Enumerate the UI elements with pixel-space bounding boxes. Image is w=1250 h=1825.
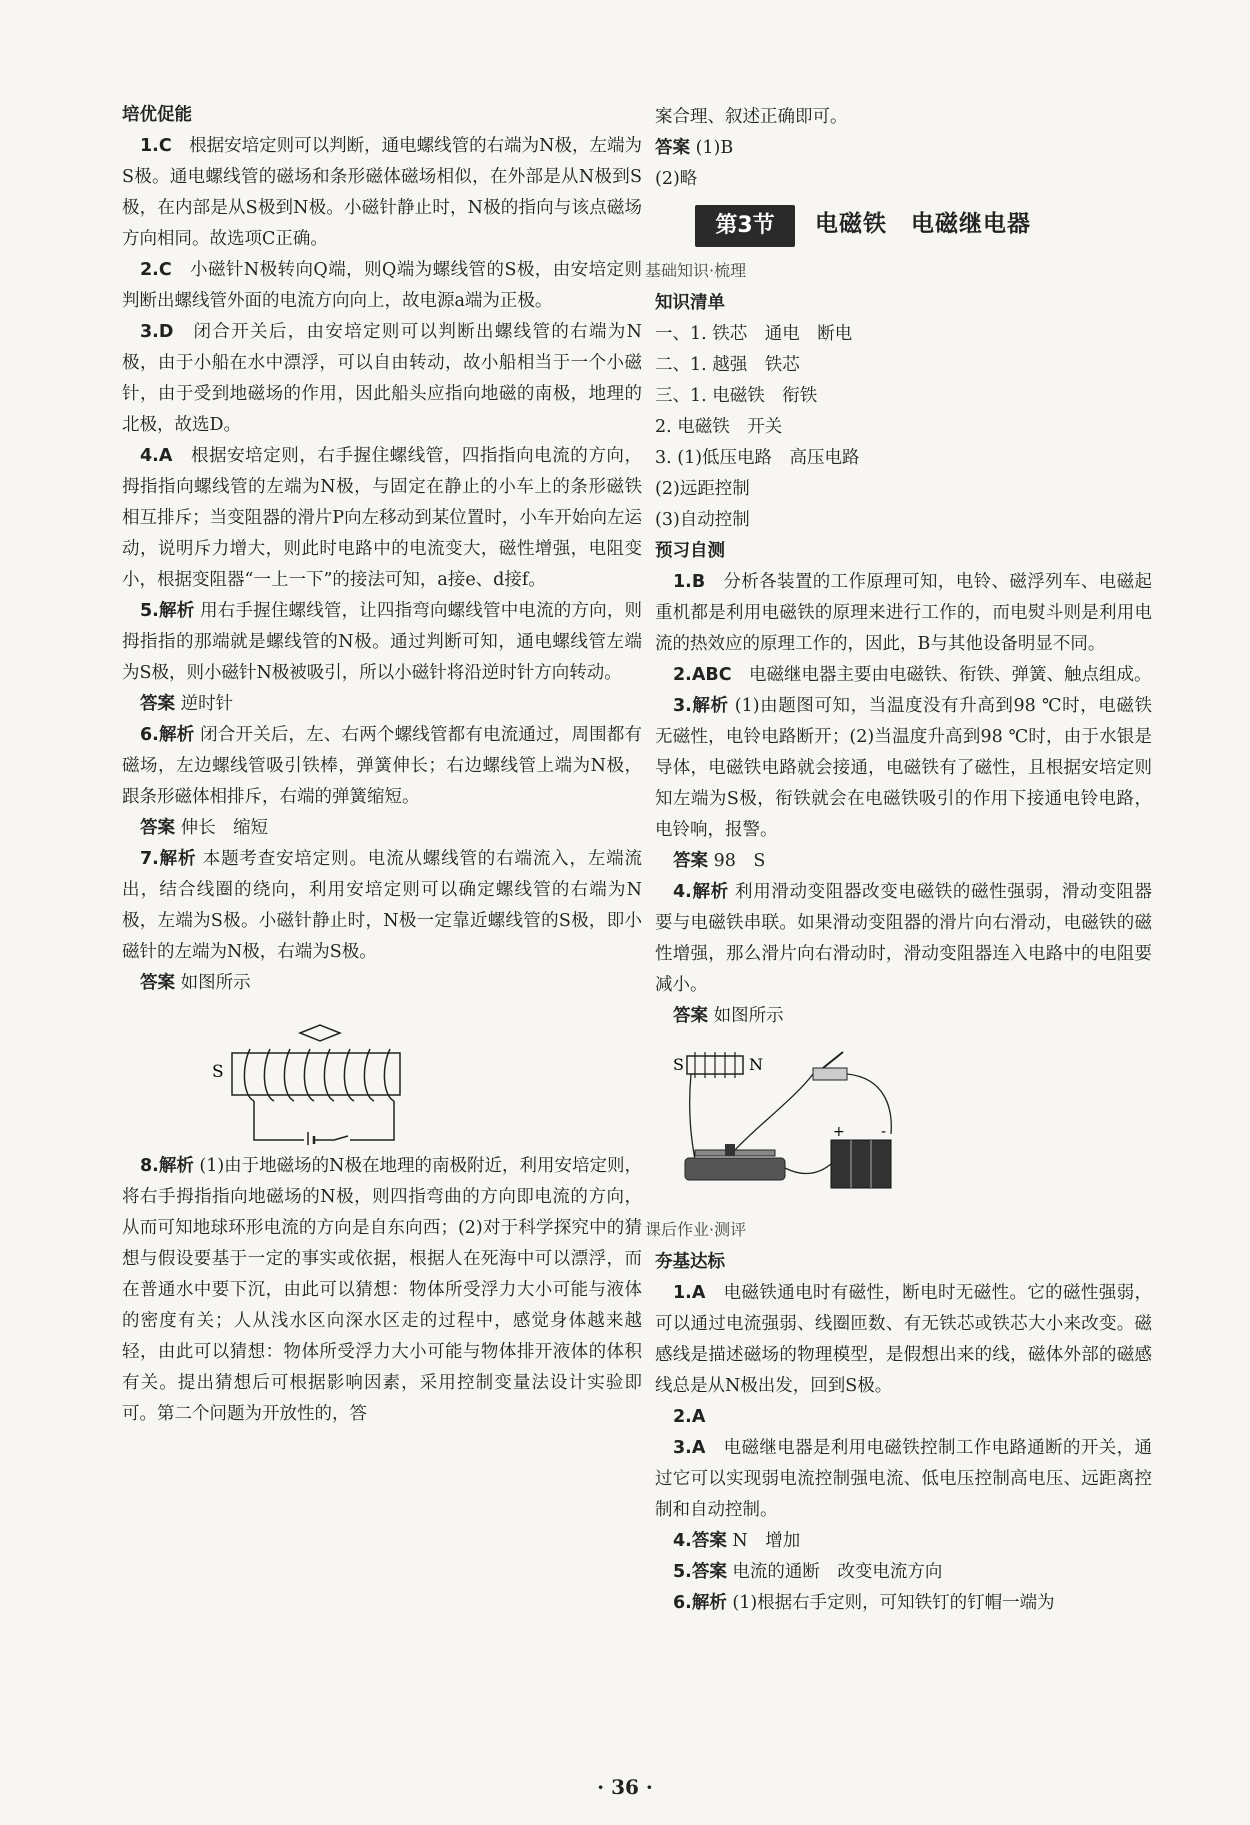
- wire-d: [785, 1164, 831, 1174]
- wire-a: [690, 1074, 695, 1160]
- circuit-figure: [655, 1038, 1152, 1208]
- list-item: 一、1. 铁芯 通电 断电: [655, 324, 853, 344]
- answer-item: 7.解析 本题考查安培定则。电流从螺线管的右端流入，左端流出，结合线圈的绕向，利用安培定则可以确定螺线管的右端为N极，左端为S极。小磁针静止时，N极一定靠近螺线管的S极，即小磁针的左端为N极，右端为S极。: [122, 849, 643, 962]
- wire-left: [254, 1101, 304, 1140]
- left-column: [122, 100, 642, 1430]
- answer-item: 6.解析 (1)根据右手定则，可知铁钉的钉帽一端为: [673, 1593, 1055, 1613]
- fig2-s-label: S: [673, 1055, 684, 1074]
- answer-item: 4.解析 利用滑动变阻器改变电磁铁的磁性强弱，滑动变阻器要与电磁铁串联。如果滑动变阻器的滑片向右滑动，电磁铁的磁性增强，那么滑片向右滑动时，滑动变阻器连入电路中的电阻要减小。: [655, 882, 1153, 995]
- list-item: 三、1. 电磁铁 衔铁: [655, 386, 818, 406]
- rheostat-icon: [685, 1144, 785, 1180]
- knowledge-list: [655, 319, 1152, 536]
- list-item: 2. 电磁铁 开关: [655, 417, 783, 437]
- answer-item: 答案 如图所示: [140, 973, 251, 993]
- pre-items: [655, 567, 1152, 1032]
- answer-item: 5.答案 电流的通断 改变电流方向: [673, 1562, 943, 1582]
- tag-basics: 基础知识·梳理: [645, 261, 747, 280]
- wire-right: [350, 1101, 394, 1140]
- switch-lever: [334, 1136, 348, 1140]
- answer-item: 答案 98 S: [673, 851, 766, 871]
- right-column: [645, 102, 1153, 1619]
- post-items: [655, 1278, 1152, 1619]
- section-badge: 第3节: [695, 205, 795, 247]
- answer-item: 3.解析 (1)由题图可知，当温度没有升高到98 ℃时，电磁铁无磁性，电铃电路断开；(2)当温度升高到98 ℃时，由于水银是导体，电磁铁电路就会接通，电磁铁有了磁性，且根据安培定则知左端为S极，衔铁就会在电磁铁吸引的作用下接通电铃电路，电铃响，报警。: [655, 696, 1152, 840]
- answer-item: 4.A 根据安培定则，右手握住螺线管，四指指向电流的方向，拇指指向螺线管的左端为N极，与固定在静止的小车上的条形磁铁相互排斥；当变阻器的滑片P向左移动到某位置时，小车开始向左运动，说明斥力增大，则此时电路中的电流变大，磁性增强，电阻变小，根据变阻器“一上一下”的接法可知，a接e、d接f。: [122, 446, 642, 590]
- continued-text: 案合理、叙述正确即可。: [655, 107, 848, 127]
- answer-item: 3.A 电磁继电器是利用电磁铁控制工作电路通断的开关，通过它可以实现弱电流控制强电流、低电压控制高电压、远距离控制和自动控制。: [655, 1438, 1152, 1520]
- page-number: · 36 ·: [597, 1775, 653, 1799]
- list-heading: 知识清单: [655, 293, 725, 313]
- list-item: (2)远距控制: [655, 479, 750, 499]
- coil-windings: [244, 1049, 394, 1101]
- solenoid-figure: [122, 1005, 642, 1145]
- wire-c: [735, 1074, 813, 1150]
- list-item: 3. (1)低压电路 高压电路: [655, 448, 860, 468]
- tag-homework: 课后作业·测评: [645, 1220, 747, 1239]
- left-items: [122, 131, 642, 999]
- answer-item: 2.C 小磁针N极转向Q端，则Q端为螺线管的S极，由安培定则判断出螺线管外面的电流方向向上，故电源a端为正极。: [122, 260, 642, 311]
- fig1-s-label: S: [212, 1062, 224, 1082]
- battery-icon: [831, 1124, 891, 1188]
- minus-label: -: [881, 1124, 887, 1140]
- fig2-n-label: N: [749, 1055, 763, 1074]
- answer-item: 1.A 电磁铁通电时有磁性，断电时无磁性。它的磁性强弱，可以通过电流强弱、线圈匝数、有无铁芯或铁芯大小来改变。磁感线是描述磁场的物理模型，是假想出来的线，磁体外部的磁感线总是从N极出发，回到S极。: [655, 1283, 1152, 1396]
- answer-item: 6.解析 闭合开关后，左、右两个螺线管都有电流通过，周围都有磁场，左边螺线管吸引铁棒，弹簧伸长；右边螺线管上端为N极，跟条形磁体相排斥，右端的弹簧缩短。: [122, 725, 642, 807]
- section-heading: 培优促能: [122, 105, 192, 125]
- compass-needle: [300, 1025, 340, 1041]
- pre-heading: 预习自测: [655, 541, 725, 561]
- answer-item: 2.ABC 电磁继电器主要由电磁铁、衔铁、弹簧、触点组成。: [673, 665, 1152, 685]
- answer-1b: (2)略: [655, 169, 698, 189]
- answer-1: 答案 (1)B: [655, 138, 734, 158]
- answer-item: 4.答案 N 增加: [673, 1531, 801, 1551]
- list-item: (3)自动控制: [655, 510, 750, 530]
- answer-item: 答案 逆时针: [140, 694, 234, 714]
- answer-item: 5.解析 用右手握住螺线管，让四指弯向螺线管中电流的方向，则拇指指的那端就是螺线管的N极。通过判断可知，通电螺线管左端为S极，则小磁针N极被吸引，所以小磁针将沿逆时针方向转动。: [122, 601, 642, 683]
- section-header: [655, 203, 1152, 249]
- list-item: 二、1. 越强 铁芯: [655, 355, 800, 375]
- answer-item: 3.D 闭合开关后，由安培定则可以判断出螺线管的右端为N极，由于小船在水中漂浮，可以自由转动，故小船相当于一个小磁针，由于受到地磁场的作用，因此船头应指向地磁的南极，地理的北极，故选D。: [122, 322, 642, 435]
- answer-item: 1.B 分析各装置的工作原理可知，电铃、磁浮列车、电磁起重机都是利用电磁铁的原理来进行工作的，而电熨斗则是利用电流的热效应的原理工作的，因此，B与其他设备明显不同。: [655, 572, 1152, 654]
- answer-item: 2.A: [673, 1407, 706, 1427]
- solenoid-core: [232, 1053, 400, 1095]
- answer-item: 答案 如图所示: [673, 1006, 784, 1026]
- post-heading: 夯基达标: [655, 1252, 725, 1272]
- plus-label: +: [833, 1124, 845, 1140]
- item-8: 8.解析 (1)由于地磁场的N极在地理的南极附近，利用安培定则，将右手拇指指向地磁场的N极，则四指弯曲的方向即电流的方向，从而可知地球环形电流的方向是自东向西；(2)对于科学探究中的猜想与假设要基于一定的事实或依据，根据人在死海中可以漂浮，而在普通水中要下沉，由此可以猜想：物体所受浮力大小可能与液体的密度有关；人从浅水区向深水区走的过程中，感觉身体越来越轻，由此可以猜想：物体所受浮力大小可能与物体排开液体的体积有关。提出猜想后可根据影响因素，采用控制变量法设计实验即可。第二个问题为开放性的，答: [122, 1156, 642, 1424]
- section-title: 电磁铁 电磁继电器: [815, 211, 1031, 237]
- switch-icon: [813, 1052, 847, 1080]
- answer-item: 答案 伸长 缩短: [140, 818, 269, 838]
- answer-item: 1.C 根据安培定则可以判断，通电螺线管的右端为N极，左端为S极。通电螺线管的磁场和条形磁体磁场相似，在外部是从N极到S极，在内部是从S极到N极。小磁针静止时，N极的指向与该点磁场方向相同。故选项C正确。: [122, 136, 642, 249]
